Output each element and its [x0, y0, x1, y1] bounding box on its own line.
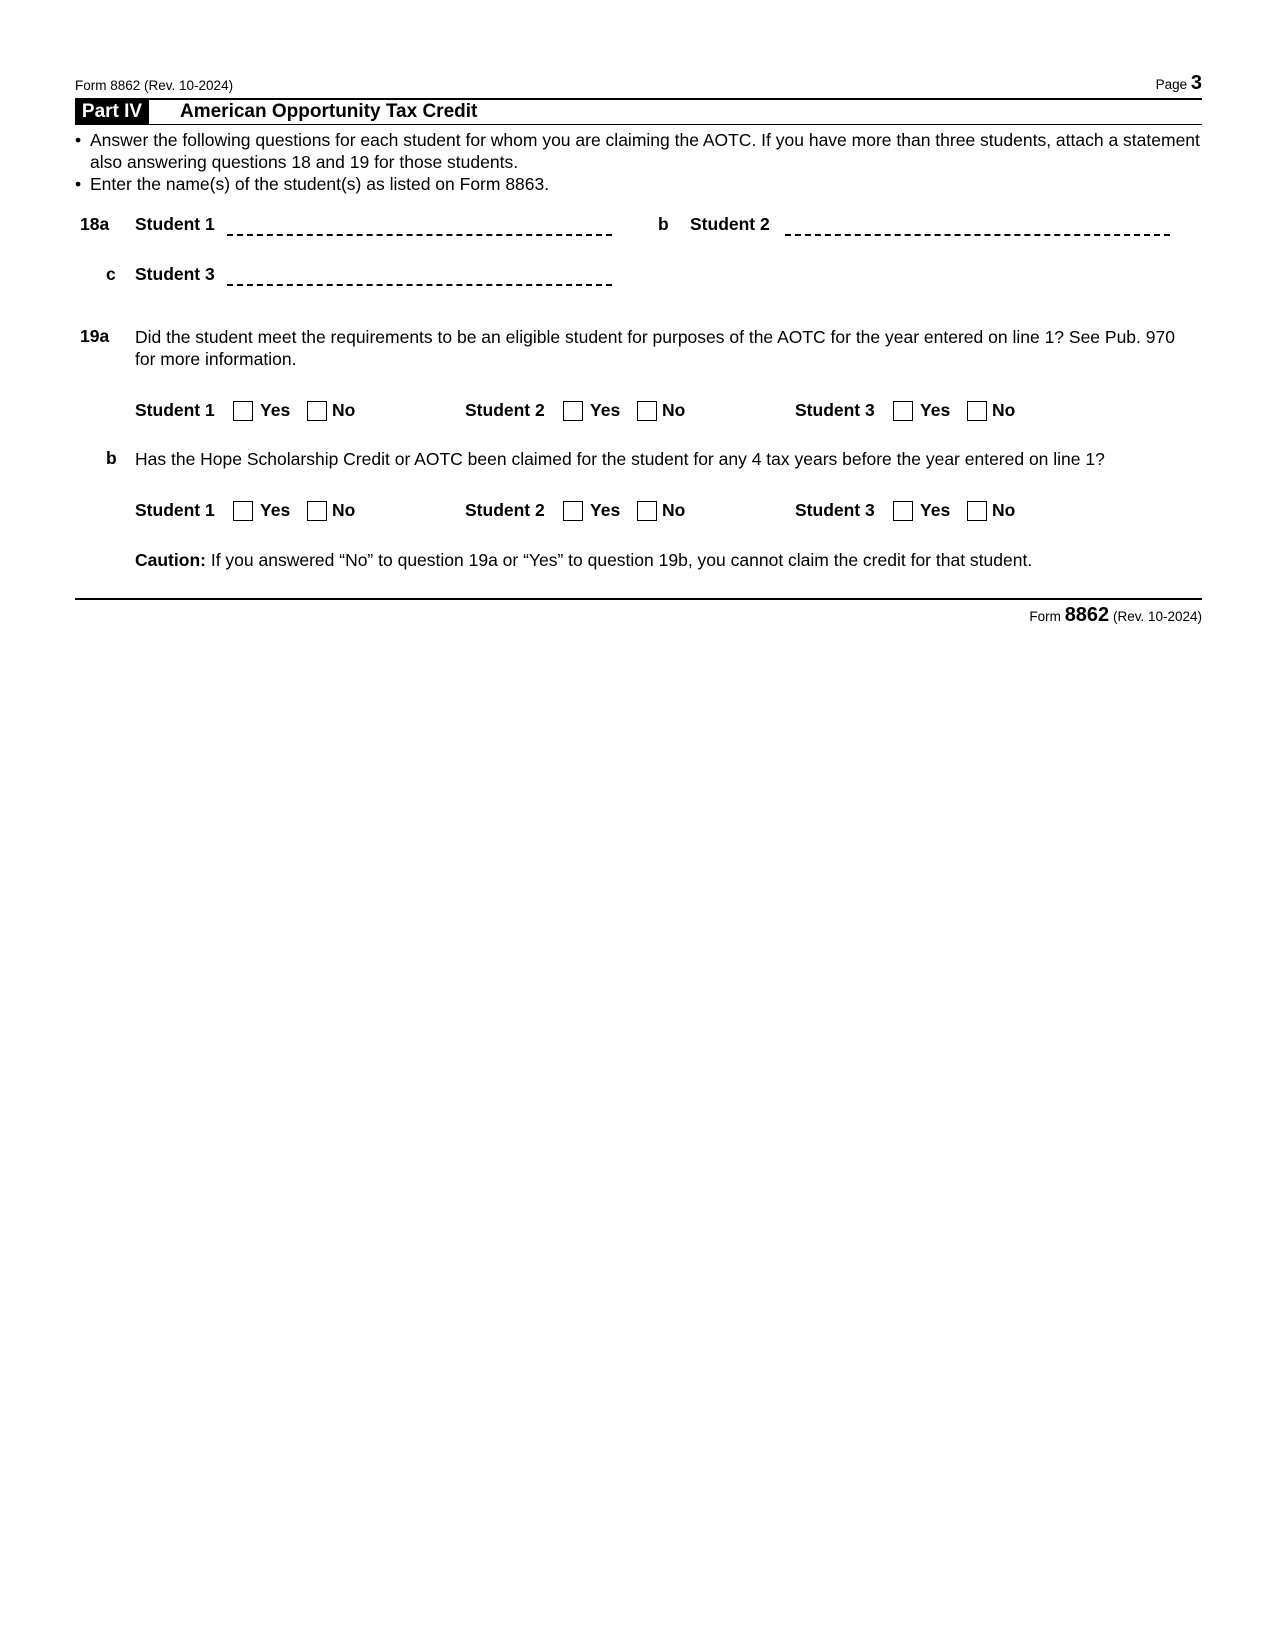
q19a-student-2-label: Student 2: [465, 400, 545, 420]
page-footer: [1029, 604, 1202, 627]
instruction-item: [75, 173, 1202, 195]
q19a-student-3-yes-checkbox[interactable]: [893, 401, 913, 421]
form-page: [75, 72, 1202, 626]
page-label: Page: [1155, 77, 1188, 92]
page-header: [75, 72, 1202, 98]
student-1-name-field[interactable]: [227, 234, 612, 236]
caution-label: Caution:: [135, 550, 206, 570]
q19a-student-1-no-checkbox[interactable]: [307, 401, 327, 421]
no-option-label: No: [332, 500, 356, 520]
q19a-student-2-yes-checkbox[interactable]: [563, 401, 583, 421]
page-number: 3: [1190, 72, 1202, 94]
q19a-student-2-group: [465, 400, 725, 424]
line-18a-18b-row: [75, 214, 1202, 244]
line-number-18b: b: [658, 214, 669, 234]
q19b-student-3-group: [795, 500, 1055, 524]
yes-option-label: Yes: [920, 500, 951, 520]
no-option-label: No: [332, 400, 356, 420]
student-2-name-label: Student 2: [690, 214, 770, 234]
form-revision: Form 8862 (Rev. 10-2024): [75, 78, 234, 93]
caution-body: If you answered “No” to question 19a or “Yes” to question 19b, you cannot claim the credit for that student.: [205, 550, 1033, 570]
yes-option-label: Yes: [590, 400, 621, 420]
question-19a-text: Did the student meet the requirements to be an eligible student for purposes of the AOTC for the year entered on line 1? See Pub. 970 for more information.: [135, 327, 1175, 369]
yes-option-label: Yes: [590, 500, 621, 520]
q19b-student-1-no-checkbox[interactable]: [307, 501, 327, 521]
yes-option-label: Yes: [920, 400, 951, 420]
no-option-label: No: [992, 500, 1016, 520]
line-number-18a: 18a: [80, 214, 110, 234]
part-title: American Opportunity Tax Credit: [180, 101, 478, 122]
q19b-student-3-yes-checkbox[interactable]: [893, 501, 913, 521]
q19a-student-3-group: [795, 400, 1055, 424]
footer-form-word: Form: [1029, 609, 1061, 624]
instruction-text: Enter the name(s) of the student(s) as listed on Form 8863.: [90, 174, 550, 194]
line-19b-answers: [75, 500, 1202, 526]
part-header: [75, 98, 1202, 125]
q19a-student-1-label: Student 1: [135, 400, 215, 420]
instruction-text: Answer the following questions for each student for whom you are claiming the AOTC. If you have more than three students, attach a statement also answering questions 18 and 19 for those students.: [90, 130, 1200, 172]
q19a-student-3-no-checkbox[interactable]: [967, 401, 987, 421]
q19a-student-3-label: Student 3: [795, 400, 875, 420]
q19b-student-3-no-checkbox[interactable]: [967, 501, 987, 521]
bullet-glyph: •: [75, 174, 82, 194]
no-option-label: No: [662, 400, 686, 420]
student-3-name-label: Student 3: [135, 264, 215, 284]
line-19b-question: [75, 448, 1202, 474]
q19b-student-1-yes-checkbox[interactable]: [233, 501, 253, 521]
q19b-student-3-label: Student 3: [795, 500, 875, 520]
q19b-student-2-no-checkbox[interactable]: [637, 501, 657, 521]
q19b-student-1-group: [135, 500, 395, 524]
line-number-19b: b: [106, 448, 117, 468]
q19b-student-2-label: Student 2: [465, 500, 545, 520]
bullet-glyph: •: [75, 130, 82, 150]
line-number-18c: c: [106, 264, 116, 284]
page-indicator: [1156, 72, 1202, 95]
question-19b-text: Has the Hope Scholarship Credit or AOTC been claimed for the student for any 4 tax years before the year entered on line 1?: [135, 449, 1105, 469]
student-2-name-field[interactable]: [785, 234, 1170, 236]
q19b-student-1-label: Student 1: [135, 500, 215, 520]
bottom-rule: [75, 598, 1202, 600]
q19a-student-1-yes-checkbox[interactable]: [233, 401, 253, 421]
footer-form-number: 8862: [1064, 604, 1110, 626]
caution-note: [75, 550, 1202, 576]
q19b-student-2-yes-checkbox[interactable]: [563, 501, 583, 521]
line-number-19a: 19a: [80, 326, 110, 346]
q19b-student-2-group: [465, 500, 725, 524]
q19a-student-1-group: [135, 400, 395, 424]
line-19a-answers: [75, 400, 1202, 426]
line-19a-question: [75, 326, 1202, 376]
yes-option-label: Yes: [260, 400, 291, 420]
instructions: [75, 129, 1202, 195]
instruction-item: [75, 129, 1202, 173]
line-18c-row: [75, 264, 1202, 294]
student-3-name-field[interactable]: [227, 284, 612, 286]
no-option-label: No: [662, 500, 686, 520]
student-1-name-label: Student 1: [135, 214, 215, 234]
footer-revision: (Rev. 10-2024): [1112, 609, 1202, 624]
q19a-student-2-no-checkbox[interactable]: [637, 401, 657, 421]
caution-text: [135, 550, 1032, 571]
yes-option-label: Yes: [260, 500, 291, 520]
no-option-label: No: [992, 400, 1016, 420]
part-label: Part IV: [75, 100, 149, 124]
